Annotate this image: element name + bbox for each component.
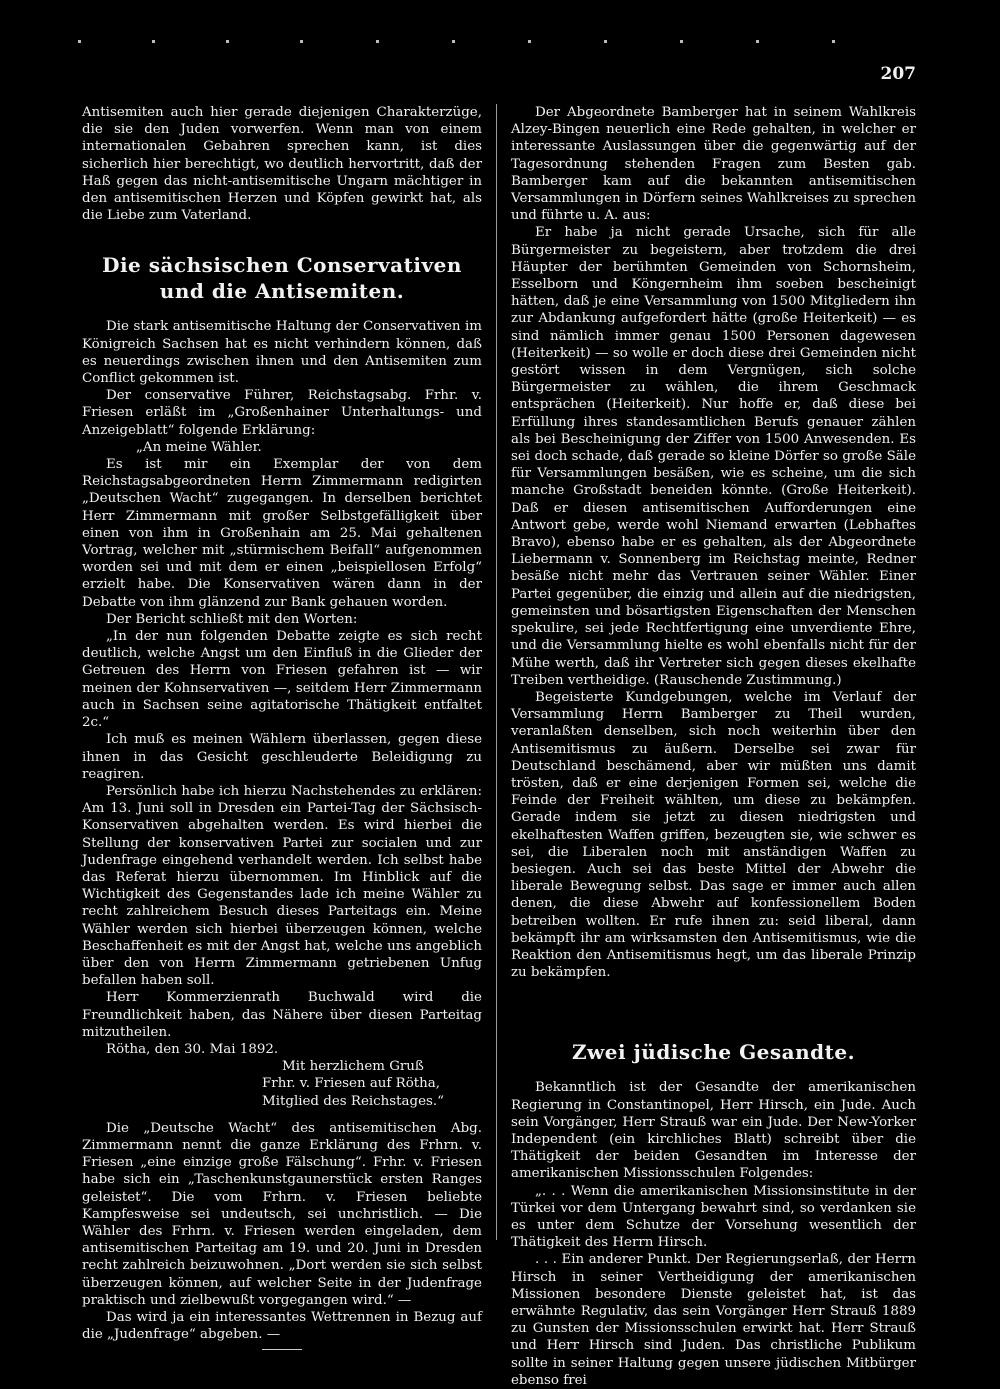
paragraph: Bekanntlich ist der Gesandte der amerikanischen Regierung in Constantinopel, Herr Hirsch, ein Jude. Auch sein Vorgänger, Herr Strauß war ein Jude. Der New-Yorker Independent (ein kirchliches Blatt) schreibt über die Thätigkeit der beiden Gesandten im Interesse der amerikanischen Missionsschulen Folgendes: <box>511 1080 916 1182</box>
paragraph: Er habe ja nicht gerade Ursache, sich für alle Bürgermeister zu begeistern, aber trotzdem die drei Häupter der berühmten Gemeinden von Schornsheim, Esselborn und Köngernheim ihm soeben bescheinigt hätten, daß je eine Versammlung von 1500 Mitgliedern ihn zur Abdankung aufgefordert hätte (große Heiterkeit) — es sind nämlich immer genau 1500 Personen dagewesen (Heiterkeit) — so wolle er doch diese drei Gemeinden nicht gestört wissen in dem Vergnügen, sich solche Bürgermeister zu wählen, die ihrem Geschmack entsprächen (Heiterkeit). Nur hoffe er, daß diese bei Erfüllung ihres standesamtlichen Berufs genauer zählen als bei Bescheinigung der Ziffer von 1500 Anwesenden. Es sei doch schade, daß gerade so kleine Dörfer so große Säle für Versammlungen besäßen, wie es scheine, um die sich manche Großstadt beneiden könnte. (Große Heiterkeit). Daß er diesen antisemitischen Aufforderungen eine Antwort gebe, werde wohl Niemand erwarten (Lebhaftes Bravo), ebenso habe er es gehalten, als der Abgeordnete Liebermann v. Sonnenberg im Reichstag meinte, Redner besäße nicht mehr das Vertrauen seiner Wähler. Einer Partei gegenüber, die einzig und allein auf die niedrigsten, gemeinsten und bösartigsten Eigenschaften der Menschen spekulire, sei jede Rechtfertigung eine unverdiente Ehre, und die Versammlung hielte es wohl ebenfalls nicht für der Mühe werth, daß ihr Vertreter sich gegen dieses ekelhafte Treiben vertheidige. (Rauschende Zustimmung.) <box>511 225 916 688</box>
article-heading: Die sächsischen Conservativen und die Antisemiten. <box>102 253 462 304</box>
scan-marks <box>0 40 1000 50</box>
signature-line: Frhr. v. Friesen auf Rötha, <box>262 1076 441 1092</box>
left-column <box>82 104 482 1350</box>
paragraph: Der Bericht schließt mit den Worten: <box>106 611 358 627</box>
signature-line: Mitglied des Reichstages.“ <box>262 1093 445 1109</box>
paragraph: Das wird ja ein interessantes Wettrennen in Bezug auf die „Judenfrage“ abgeben. — <box>82 1310 482 1343</box>
article-heading: Zwei jüdische Gesandte. <box>571 1040 856 1065</box>
paragraph: Begeisterte Kundgebungen, welche im Verlauf der Versammlung Herrn Bamberger zu Theil wurden, veranlaßten denselben, sich noch weiterhin über den Antisemitismus zu äußern. Derselbe sei zwar für Deutschland beschämend, aber wir müßten uns damit trösten, daß er eine derjenigen Formen sei, welche die Feinde der Freiheit wählten, um diese zu bekämpfen. Gerade indem sie jetzt zu diesen niedrigsten und ekelhaftesten Waffen griffen, bezeugten sie, wie schwer es sei, die Liberalen noch mit anständigen Waffen zu besiegen. Auch sei das beste Mittel der Abwehr die liberale Bewegung selbst. Das sage er immer auch allen denen, die diese Abwehr auf konfessionellem Boden betreiben wollten. Er rufe ihnen zu: seid liberal, dann bekämpft ihr am wirksamsten den Antisemitismus, wie die Reaktion den Antisemitismus hegt, um das liberale Prinzip zu bekämpfen. <box>511 689 916 981</box>
paragraph: Der conservative Führer, Reichstagsabg. Frhr. v. Friesen erläßt im „Großenhainer Unterhaltungs- und Anzeigeblatt“ folgende Erklärung: <box>82 388 482 438</box>
paragraph: Persönlich habe ich hierzu Nachstehendes zu erklären: Am 13. Juni soll in Dresden ein Partei-Tag der Sächsisch-Konservativen abgehalten werden. Es wird hierbei die Stellung der konservativen Partei zur socialen und zur Judenfrage eingehend verhandelt werden. Ich selbst habe das Referat hierzu übernommen. Im Hinblick auf die Wichtigkeit des Gegenstandes lade ich meine Wähler zu recht zahlreichem Besuch dieses Parteitags ein. Meine Wähler werden sich hierbei überzeugen können, welche Beschaffenheit es mit der Angst hat, welche uns angeblich über den von Herrn Zimmermann getriebenen Unfug befallen haben soll. <box>82 783 482 989</box>
dateline: Rötha, den 30. Mai 1892. <box>106 1041 279 1057</box>
paragraph: Der Abgeordnete Bamberger hat in seinem Wahlkreis Alzey-Bingen neuerlich eine Rede gehalten, in welcher er interessante Auslassungen über die gegenwärtig auf der Tagesordnung stehenden Fragen zum Besten gab. Bamberger kam auf die bekannten antisemitischen Versammlungen in Dörfern seines Wahlkreises zu sprechen und führte u. A. aus: <box>511 105 916 224</box>
quote-paragraph: „. . . Wenn die amerikanischen Missionsinstitute in der Türkei vor dem Untergang bewahrt sind, so verdanken sie es unter dem Schutze der Vorsehung wesentlich der Thätigkeit des Herrn Hirsch. <box>511 1183 916 1251</box>
spacer <box>511 981 916 1011</box>
signature-line: Mit herzlichem Gruß <box>282 1059 424 1075</box>
quote-paragraph: . . . Ein anderer Punkt. Der Regierungserlaß, der Herrn Hirsch in seiner Vertheidigung der amerikanischen Missionen besondere Dienste geleistet hat, ist das erwähnte Regulativ, das sein Vorgänger Herr Strauß 1889 zu Gunsten der Missionsschulen erwirkt hat. Herr Strauß und Herr Hirsch sind Juden. Das christliche Publikum sollte in seiner Haltung gegen unsere jüdischen Mitbürger ebenso frei <box>511 1252 916 1388</box>
paragraph: Die stark antisemitische Haltung der Conservativen im Königreich Sachsen hat es nicht verhindern können, daß es neuerdings zwischen ihnen und den Antisemiten zum Conflict gekommen ist. <box>82 319 482 387</box>
quote-salutation: „An meine Wähler. <box>136 439 262 455</box>
intro-paragraph: Antisemiten auch hier gerade diejenigen Charakterzüge, die sie den Juden vorwerfen. Wenn man von einem internationalen Gebahren sprechen kann, ist dies sicherlich hier berechtigt, wo deutlich hervortritt, daß der Haß gegen das nicht-antisemitische Ungarn mächtiger in den antisemitischen Herzen und Köpfen gewirkt hat, als die Liebe zum Vaterland. <box>82 105 482 224</box>
paragraph: Herr Kommerzienrath Buchwald wird die Freundlichkeit haben, das Nähere über diesen Parteitag mitzutheilen. <box>82 990 482 1040</box>
quote-paragraph: „In der nun folgenden Debatte zeigte es sich recht deutlich, welche Angst um den Einfluß in die Glieder der Getreuen des Herrn von Friesen gefahren ist — wir meinen der Kohnservativen —, seitdem Herr Zimmermann auch in Sachsen seine agitatorische Thätigkeit entfaltet 2c.“ <box>82 629 482 731</box>
page-number: 207 <box>880 64 916 84</box>
paragraph: Ich muß es meinen Wählern überlassen, gegen diese ihnen in das Gesicht geschleuderte Beleidigung zu reagiren. <box>82 732 482 782</box>
column-divider <box>496 104 497 1240</box>
right-column <box>511 104 916 1389</box>
paragraph: Es ist mir ein Exemplar der von dem Reichstagsabgeordneten Herrn Zimmermann redigirten „Deutschen Wacht“ zugegangen. In derselben berichtet Herr Zimmermann mit großer Selbstgefälligkeit über einen von ihm in Großenhain am 25. Mai gehaltenen Vortrag, welcher mit „stürmischem Beifall“ aufgenommen worden sei und mit dem er einen „beispiellosen Erfolg“ erzielt habe. Die Konservativen wären dann in der Debatte von ihm glänzend zur Bank gehauen worden. <box>82 457 482 610</box>
section-end-rule <box>262 1349 302 1350</box>
paragraph: Die „Deutsche Wacht“ des antisemitischen Abg. Zimmermann nennt die ganze Erklärung des Frhrn. v. Friesen „eine einzige große Fälschung“. Frhr. v. Friesen habe sich ein „Taschenkunstgaunerstück ersten Ranges geleistet“. Die vom Frhrn. v. Friesen beliebte Kampfesweise sei undeutsch, sei unchristlich. — Die Wähler des Frhrn. v. Friesen werden eingeladen, dem antisemitischen Parteitag am 19. und 20. Juni in Dresden recht zahlreich beizuwohnen. „Dort werden sie sich selbst überzeugen können, auf welcher Seite in der Judenfrage praktisch und zielbewußt vorgegangen wird.“ — <box>82 1120 482 1308</box>
